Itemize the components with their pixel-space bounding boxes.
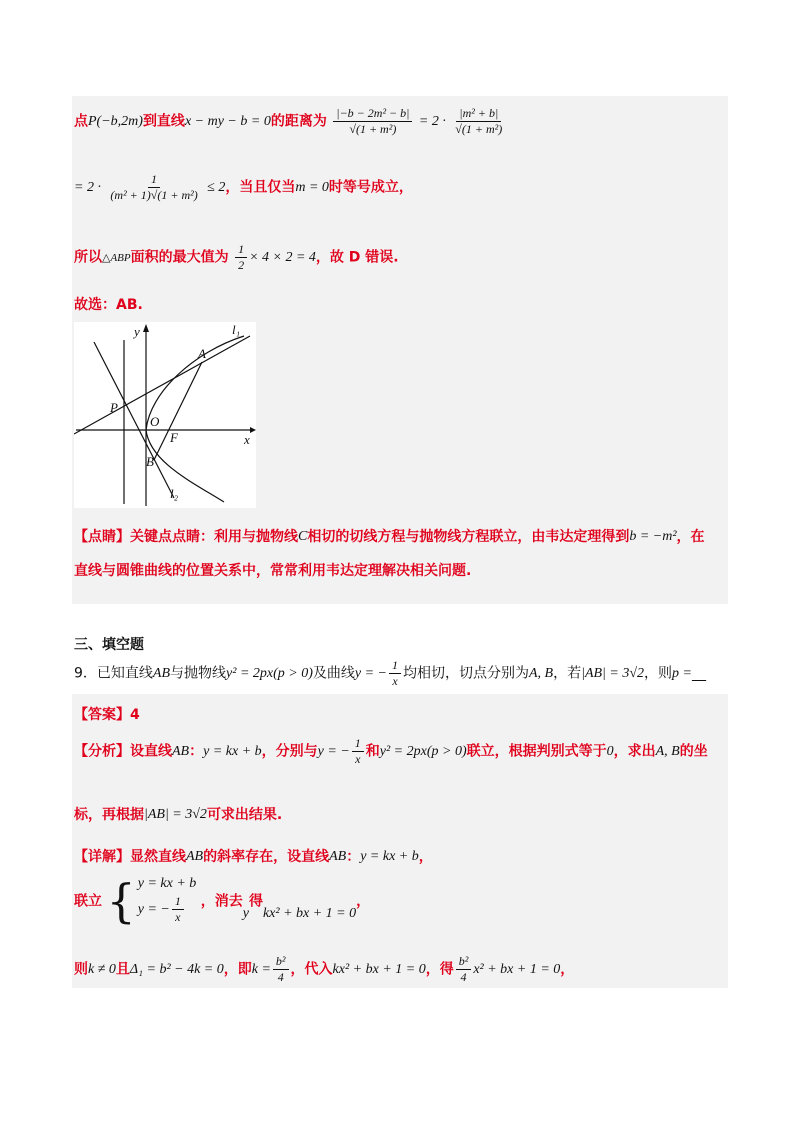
label-a: A xyxy=(198,346,206,361)
x-axis-arrow xyxy=(250,427,256,433)
result-fraction: $\frac{\text{b²}}{4}$ xyxy=(456,954,472,985)
answer-line: 【答案】4 xyxy=(74,707,140,723)
k-fraction: $\frac{\text{b²}}{4}$ xyxy=(273,954,289,985)
analysis-fraction: $\frac{1}{x}$ xyxy=(352,736,364,767)
analysis-line-2: 标，再根据|AB| = 3√2可求出结果. xyxy=(74,807,283,823)
detail-system-line: 联立 { y = kx + b y = − $\frac{1}{x}$ ，消去y得kx² + bx + 1 = 0， xyxy=(74,873,371,928)
brace-glyph: { xyxy=(106,873,136,928)
y-axis-arrow xyxy=(143,324,149,332)
label-b: B xyxy=(146,454,154,469)
label-x: x xyxy=(244,432,250,447)
distance-fraction-2: $\frac{\text{|m² + b|}}{\text{√(1 + m²)}}$ xyxy=(455,106,503,136)
tangent-l1 xyxy=(74,336,250,434)
area-line: 所以△ABP面积的最大值为 $\frac{1}{2}$ × 4 × 2 = 4，故 D 错误. xyxy=(74,242,399,272)
parabola-tangent-figure xyxy=(74,322,256,508)
detail-line-1: 【详解】显然直线AB的斜率存在，设直线AB：y = kx + b， xyxy=(74,849,433,865)
label-f: F xyxy=(170,430,178,445)
label-l2: l₂ xyxy=(170,486,179,501)
figure-svg xyxy=(74,322,256,508)
analysis-line-1: 【分析】设直线AB：y = kx + b，分别与y = − $\frac{1}{x}$ 和y² = 2px(p > 0)联立，根据判别式等于0，求出A, B的坐 xyxy=(74,736,708,766)
q9-curve-fraction: $\frac{1}{x}$ xyxy=(389,658,401,689)
inequality-fraction: $\frac{1}{\text{(m² + 1)√(1 + m²)}}$ xyxy=(110,172,198,202)
equation-system: { y = kx + b y = − $\frac{1}{x}$ xyxy=(106,873,197,928)
distance-fraction: $\frac{\text{|−b − 2m² − b|}}{\text{√(1 + m²)}}$ xyxy=(333,106,412,137)
label-o: O xyxy=(150,414,160,429)
remark-line-1: 【点睛】关键点点睛：利用与抛物线C相切的切线方程与抛物线方程联立，由韦达定理得到b = −m²，在 xyxy=(74,529,705,545)
system-fraction: $\frac{1}{x}$ xyxy=(172,894,184,925)
question-9: 9．已知直线AB与抛物线y² = 2px(p > 0)及曲线y = − $\frac{1}{x}$ 均相切，切点分别为A, B，若|AB| = 3√2，则p =__ xyxy=(74,658,706,688)
section-heading: 三、填空题 xyxy=(74,637,144,653)
label-p: P xyxy=(110,400,118,415)
detail-line-3: 则k ≠ 0且Δ₁ = b² − 4k = 0，即k = $\frac{\text{b²}}{4}$ ，代入kx² + bx + 1 = 0，得 $\frac{\text{b²}}{4}$ x² + bx + 1 = 0， xyxy=(74,954,575,984)
label-l1: l₁ xyxy=(232,322,241,337)
distance-line: 点P(−b,2m)到直线x − my − b = 0的距离为 $\frac{\text{|−b − 2m² − b|}}{\text{√(1 + m²)}}$ = 2 · $\frac{\text{|m² + b|}}{\text{√(1 + m²)}}$ xyxy=(74,106,507,137)
inequality-line: = 2 · $\frac{1}{\text{(m² + 1)√(1 + m²)}}$ ≤ 2，当且仅当m = 0时等号成立， xyxy=(74,172,413,202)
remark-line-2: 直线与圆锥曲线的位置关系中，常常利用韦达定理解决相关问题. xyxy=(74,563,472,579)
half-fraction: $\frac{1}{2}$ xyxy=(235,242,247,273)
choice-line: 故选：AB. xyxy=(74,297,143,313)
label-y: y xyxy=(134,324,140,339)
tangent-l2 xyxy=(94,342,174,498)
parabola-curve xyxy=(146,336,244,502)
